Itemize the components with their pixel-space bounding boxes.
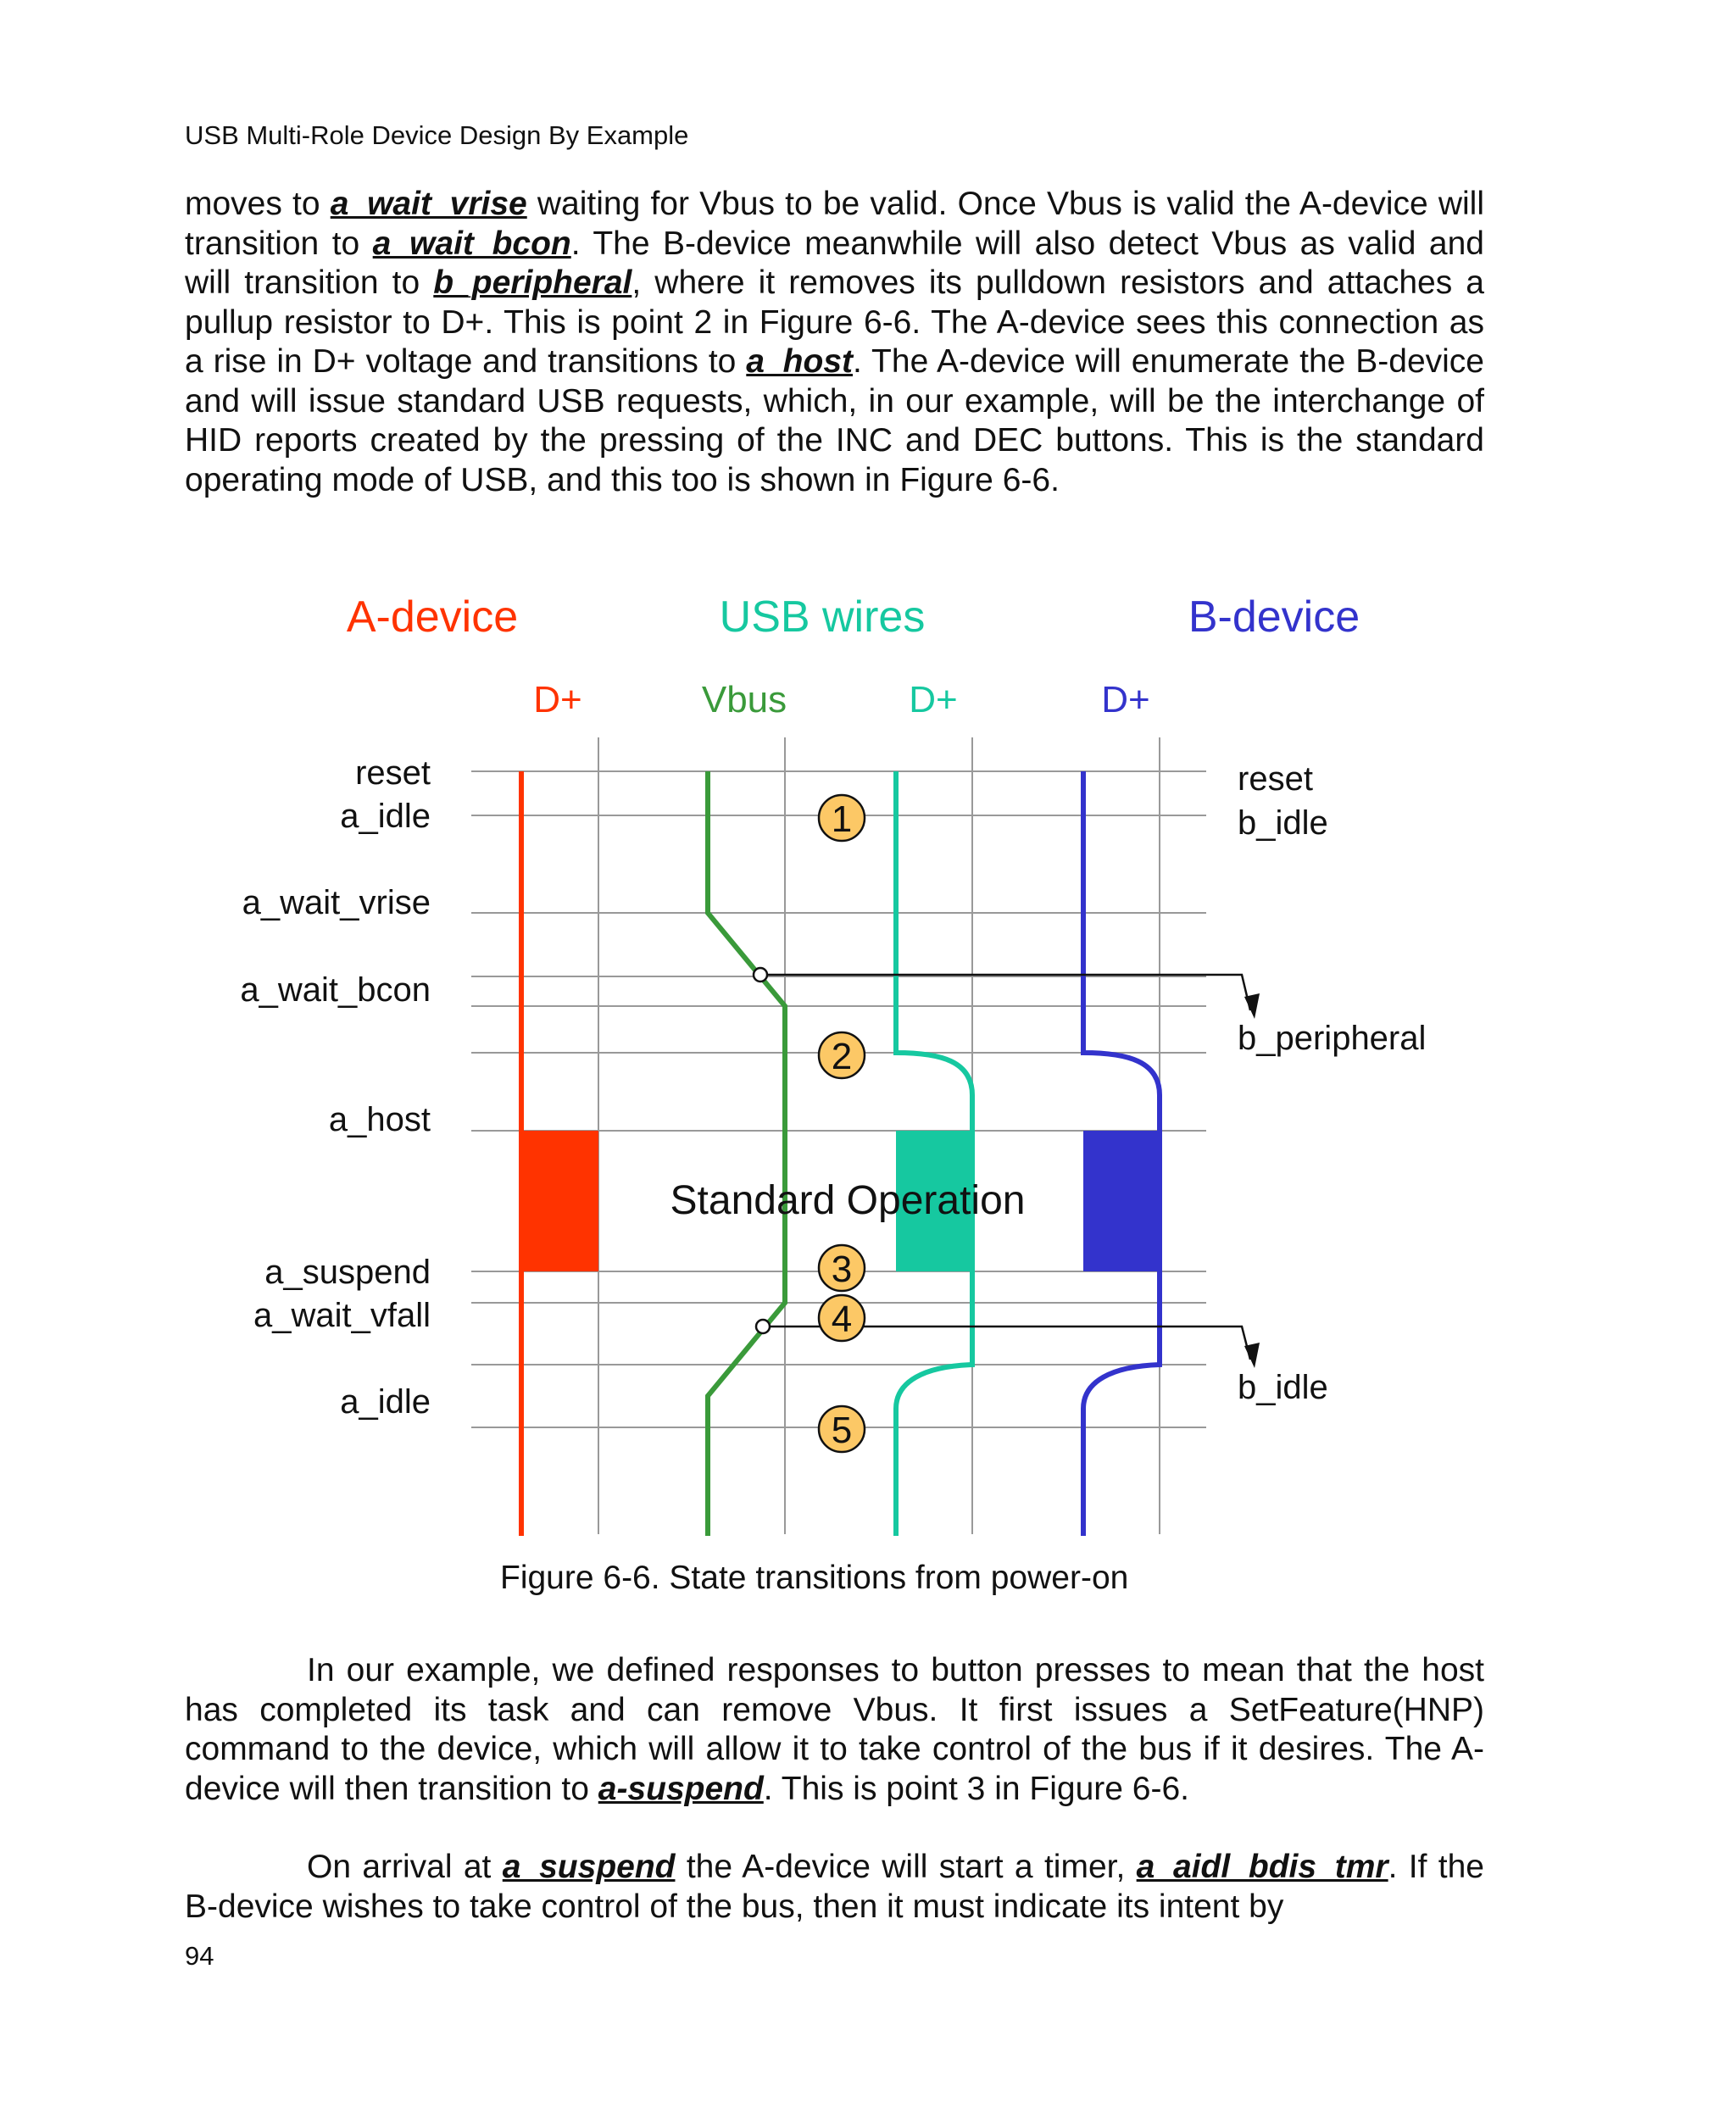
svg-text:5: 5 [831, 1410, 853, 1451]
a-state-a-wait-vfall: a_wait_vfall [253, 1297, 431, 1334]
a-state-reset: reset [355, 754, 431, 792]
body-paragraph-2: In our example, we defined responses to button presses to mean that the host has completed its task and can remove Vbus. It first issues a SetFeature(HNP) command to the device, which will allow it to take control of the bus if it desires. The A-device will then transition to a-suspend. This is point 3 in Figure 6-6. [185, 1652, 1484, 1807]
wire-dplus-column-label: D+ [909, 679, 958, 720]
a-dplus-column-label: D+ [533, 679, 582, 720]
a-state-a-idle-end: a_idle [340, 1383, 431, 1421]
a-state-a-host: a_host [328, 1101, 431, 1138]
vbus-column-label: Vbus [701, 679, 787, 720]
a-state-a-wait-vrise: a_wait_vrise [242, 884, 431, 921]
b-device-header: B-device [1188, 592, 1360, 642]
svg-text:1: 1 [831, 798, 853, 840]
a-device-header: A-device [346, 592, 519, 642]
a-state-a-suspend: a_suspend [264, 1254, 431, 1291]
a-dplus-activity-block [521, 1131, 598, 1271]
marker-3 [819, 1245, 865, 1291]
body-paragraph-1: moves to a_wait_vrise waiting for Vbus to be valid. Once Vbus is valid the A-device will transition to a_wait_bcon. The B-device meanwhile will also detect Vbus as valid and will transition to b_peripheral, where it removes its pulldown resistors and attaches a pullup resistor to D+. This is point 2 in Figure 6-6. The A-device sees this connection as a rise in D+ voltage and transitions to a_host. The A-device will enumerate the B-device and will issue standard USB requests, which, in our example, will be the interchange of HID reports created by the pressing of the INC and DEC buttons. This is the standard operating mode of USB, and this too is shown in Figure 6-6. [185, 186, 1484, 498]
b-state-b-idle: b_idle [1238, 804, 1328, 842]
svg-text:4: 4 [831, 1299, 853, 1340]
marker-4 [819, 1295, 865, 1341]
standard-operation-label: Standard Operation [670, 1178, 1026, 1223]
a-state-a-idle: a_idle [340, 798, 431, 835]
page-number: 94 [185, 1941, 214, 1971]
b-state-reset: reset [1238, 760, 1313, 798]
b-dplus-activity-block [1083, 1131, 1160, 1271]
b-state-b-peripheral: b_peripheral [1238, 1020, 1427, 1057]
svg-text:2: 2 [831, 1036, 853, 1077]
b-dplus-column-label: D+ [1101, 679, 1150, 720]
figure-caption: Figure 6-6. State transitions from power-on [500, 1560, 1129, 1596]
marker-1 [819, 795, 865, 841]
usb-wires-header: USB wires [719, 592, 926, 642]
svg-text:3: 3 [831, 1249, 853, 1290]
running-head: USB Multi-Role Device Design By Example [185, 120, 689, 150]
body-paragraph-3: On arrival at a_suspend the A-device will start a timer, a_aidl_bdis_tmr. If the B-device wishes to take control of the bus, then it must indicate its intent by [185, 1849, 1484, 1925]
b-state-b-idle-end: b_idle [1238, 1369, 1328, 1406]
marker-5 [819, 1406, 865, 1452]
marker-2 [819, 1032, 865, 1078]
a-state-a-wait-bcon: a_wait_bcon [240, 971, 431, 1009]
